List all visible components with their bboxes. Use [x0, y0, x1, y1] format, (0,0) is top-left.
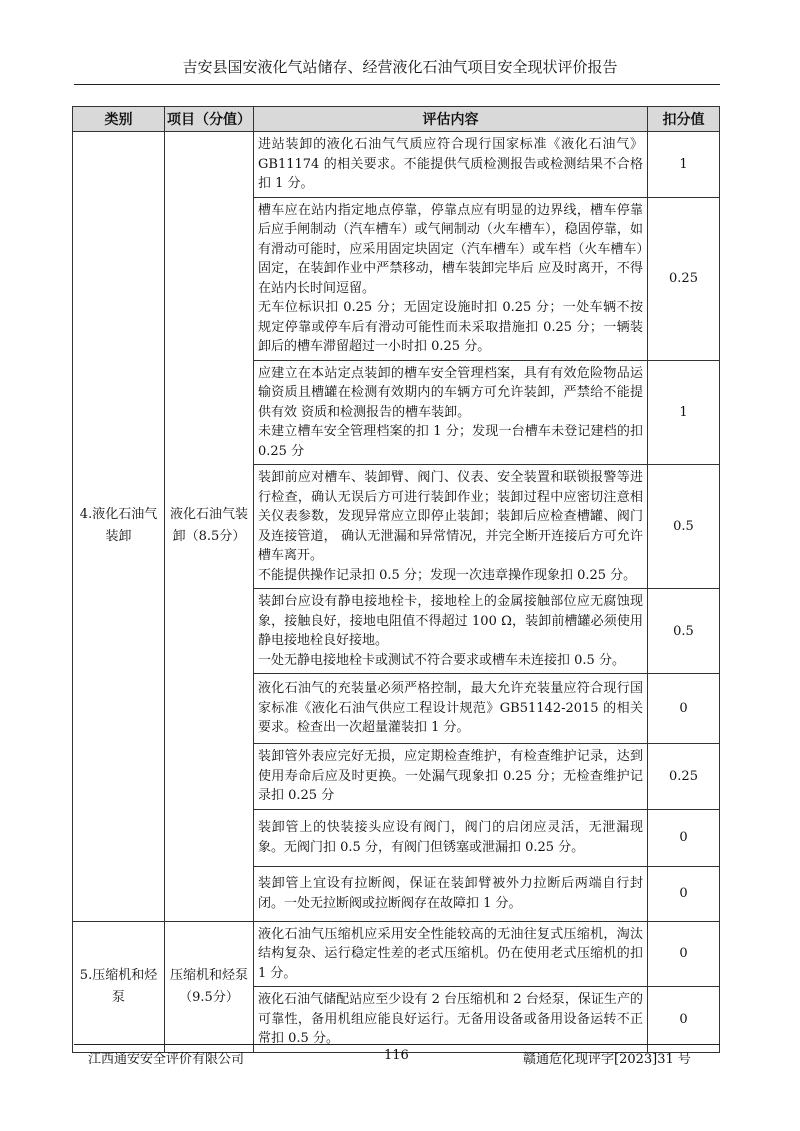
content-cell	[254, 866, 648, 921]
header-category: 类别	[73, 107, 165, 132]
score-cell: 0.5	[648, 589, 720, 674]
score-cell: 0.25	[648, 744, 720, 810]
content-cell	[254, 674, 648, 744]
item-cell: 压缩机和烃泵（9.5分）	[165, 921, 254, 1052]
header-divider	[74, 84, 720, 85]
content-cell	[254, 197, 648, 360]
score-cell: 1	[648, 360, 720, 465]
content-paragraph: 装卸管上的快装接头应设有阀门，阀门的启闭应灵活，无泄漏现象。无阀门扣 0.5 分，有阀门但锈塞或泄漏扣 0.25 分。	[258, 820, 643, 855]
header-content: 评估内容	[254, 107, 648, 132]
footer-page-number: 116	[384, 1048, 409, 1063]
score-cell: 0.5	[648, 465, 720, 589]
footer-company: 江西通安安全评价有限公司	[88, 1052, 245, 1067]
content-paragraph: 无车位标识扣 0.25 分；无固定设施时扣 0.25 分；一处车辆不按规定停靠或停车后有滑动可能性而未采取措施扣 0.25 分；一辆装卸后的槽车滞留超过一小时扣 0.25 分。	[258, 300, 643, 354]
content-paragraph: 不能提供操作记录扣 0.5 分；发现一次违章操作现象扣 0.25 分。	[258, 567, 637, 583]
content-paragraph: 装卸台应设有静电接地栓卡，接地栓上的金属接触部位应无腐蚀现象，接触良好，接地电阻值不得超过 100 Ω，装卸前槽罐必须使用静电接地栓良好接地。	[258, 594, 643, 648]
table-header-row	[73, 107, 720, 132]
score-cell: 0.25	[648, 197, 720, 360]
item-cell: 液化石油气装卸（8.5分）	[165, 132, 254, 922]
footer-document-number: 赣通危化现评字[2023]31 号	[523, 1052, 691, 1067]
table-row	[73, 921, 720, 987]
table-row	[73, 132, 720, 198]
content-paragraph: 液化石油气储配站应至少设有 2 台压缩机和 2 台烃泵，保证生产的可靠性，备用机组应能良好运行。无备用设备或备用设备运转不正常扣 0.5 分。	[258, 992, 643, 1046]
content-paragraph: 装卸前应对槽车、装卸臂、阀门、仪表、安全装置和联锁报警等进行检查，确认无误后方可进行装卸作业；装卸过程中应密切注意相关仪表参数，发现异常应立即停止装卸；装卸后应检查槽罐、阀门及连接管道， 确认无泄漏和异常情况，并完全断开连接后方可允许槽车离开。	[258, 470, 643, 563]
content-cell	[254, 465, 648, 589]
content-paragraph: 应建立在本站定点装卸的槽车安全管理档案，具有有效危险物品运 输资质且槽罐在检测有效期内的车辆方可允许装卸，严禁给不能提供有效 资质和检测报告的槽车装卸。	[258, 365, 643, 420]
evaluation-table	[72, 106, 720, 1053]
category-cell: 4.液化石油气装卸	[73, 132, 165, 922]
content-cell	[254, 921, 648, 987]
table-body	[73, 132, 720, 1053]
content-paragraph: 液化石油气压缩机应采用安全性能较高的无油往复式压缩机，淘汰结构复杂、运行稳定性差的老式压缩机。仍在使用老式压缩机的扣 1 分。	[258, 926, 643, 981]
content-cell	[254, 987, 648, 1053]
content-paragraph: 未建立槽车安全管理档案的扣 1 分；发现一台槽车未登记建档的扣 0.25 分	[258, 424, 643, 459]
content-cell	[254, 132, 648, 198]
score-cell: 0	[648, 921, 720, 987]
header-score: 扣分值	[648, 107, 720, 132]
content-paragraph: 液化石油气的充装量必须严格控制，最大允许充装量应符合现行国家标准《液化石油气供应工程设计规范》GB51142-2015 的相关要求。检查出一次超量灌装扣 1 分。	[258, 681, 643, 736]
page-header-title: 吉安县国安液化气站储存、经营液化石油气项目安全现状评价报告	[182, 58, 618, 76]
category-cell: 5.压缩机和烃泵	[73, 921, 165, 1052]
header-item: 项目（分值）	[165, 107, 254, 132]
content-paragraph: 进站装卸的液化石油气气质应符合现行国家标准《液化石油气》GB11174 的相关要求。不能提供气质检测报告或检测结果不合格扣 1 分。	[258, 137, 643, 191]
content-cell	[254, 809, 648, 866]
footer-divider	[74, 1044, 720, 1045]
content-cell	[254, 360, 648, 465]
content-paragraph: 槽车应在站内指定地点停靠，停靠点应有明显的边界线，槽车停靠后应手闸制动（汽车槽车）或气闸制动（火车槽车），稳固停靠，如有滑动可能时，应采用固定块固定（汽车槽车）或车档（火车槽车）固定，在装卸作业中严禁移动，槽车装卸完毕后 应及时离开，不得在站内长时间逗留。	[258, 202, 643, 296]
content-cell	[254, 744, 648, 810]
content-cell	[254, 589, 648, 674]
score-cell: 0	[648, 866, 720, 921]
score-cell: 0	[648, 674, 720, 744]
score-cell: 0	[648, 809, 720, 866]
score-cell: 1	[648, 132, 720, 198]
content-paragraph: 装卸管外表应完好无损，应定期检查维护，有检查维护记录，达到使用寿命后应及时更换。一处漏气现象扣 0.25 分；无检查维护记录扣 0.25 分	[258, 749, 643, 803]
content-paragraph: 装卸管上宜设有拉断阀，保证在装卸臂被外力拉断后两端自行封闭。一处无拉断阀或拉断阀存在故障扣 1 分。	[258, 876, 643, 911]
score-cell: 0	[648, 987, 720, 1053]
content-paragraph: 一处无静电接地栓卡或测试不符合要求或槽车未连接扣 0.5 分。	[258, 652, 625, 668]
